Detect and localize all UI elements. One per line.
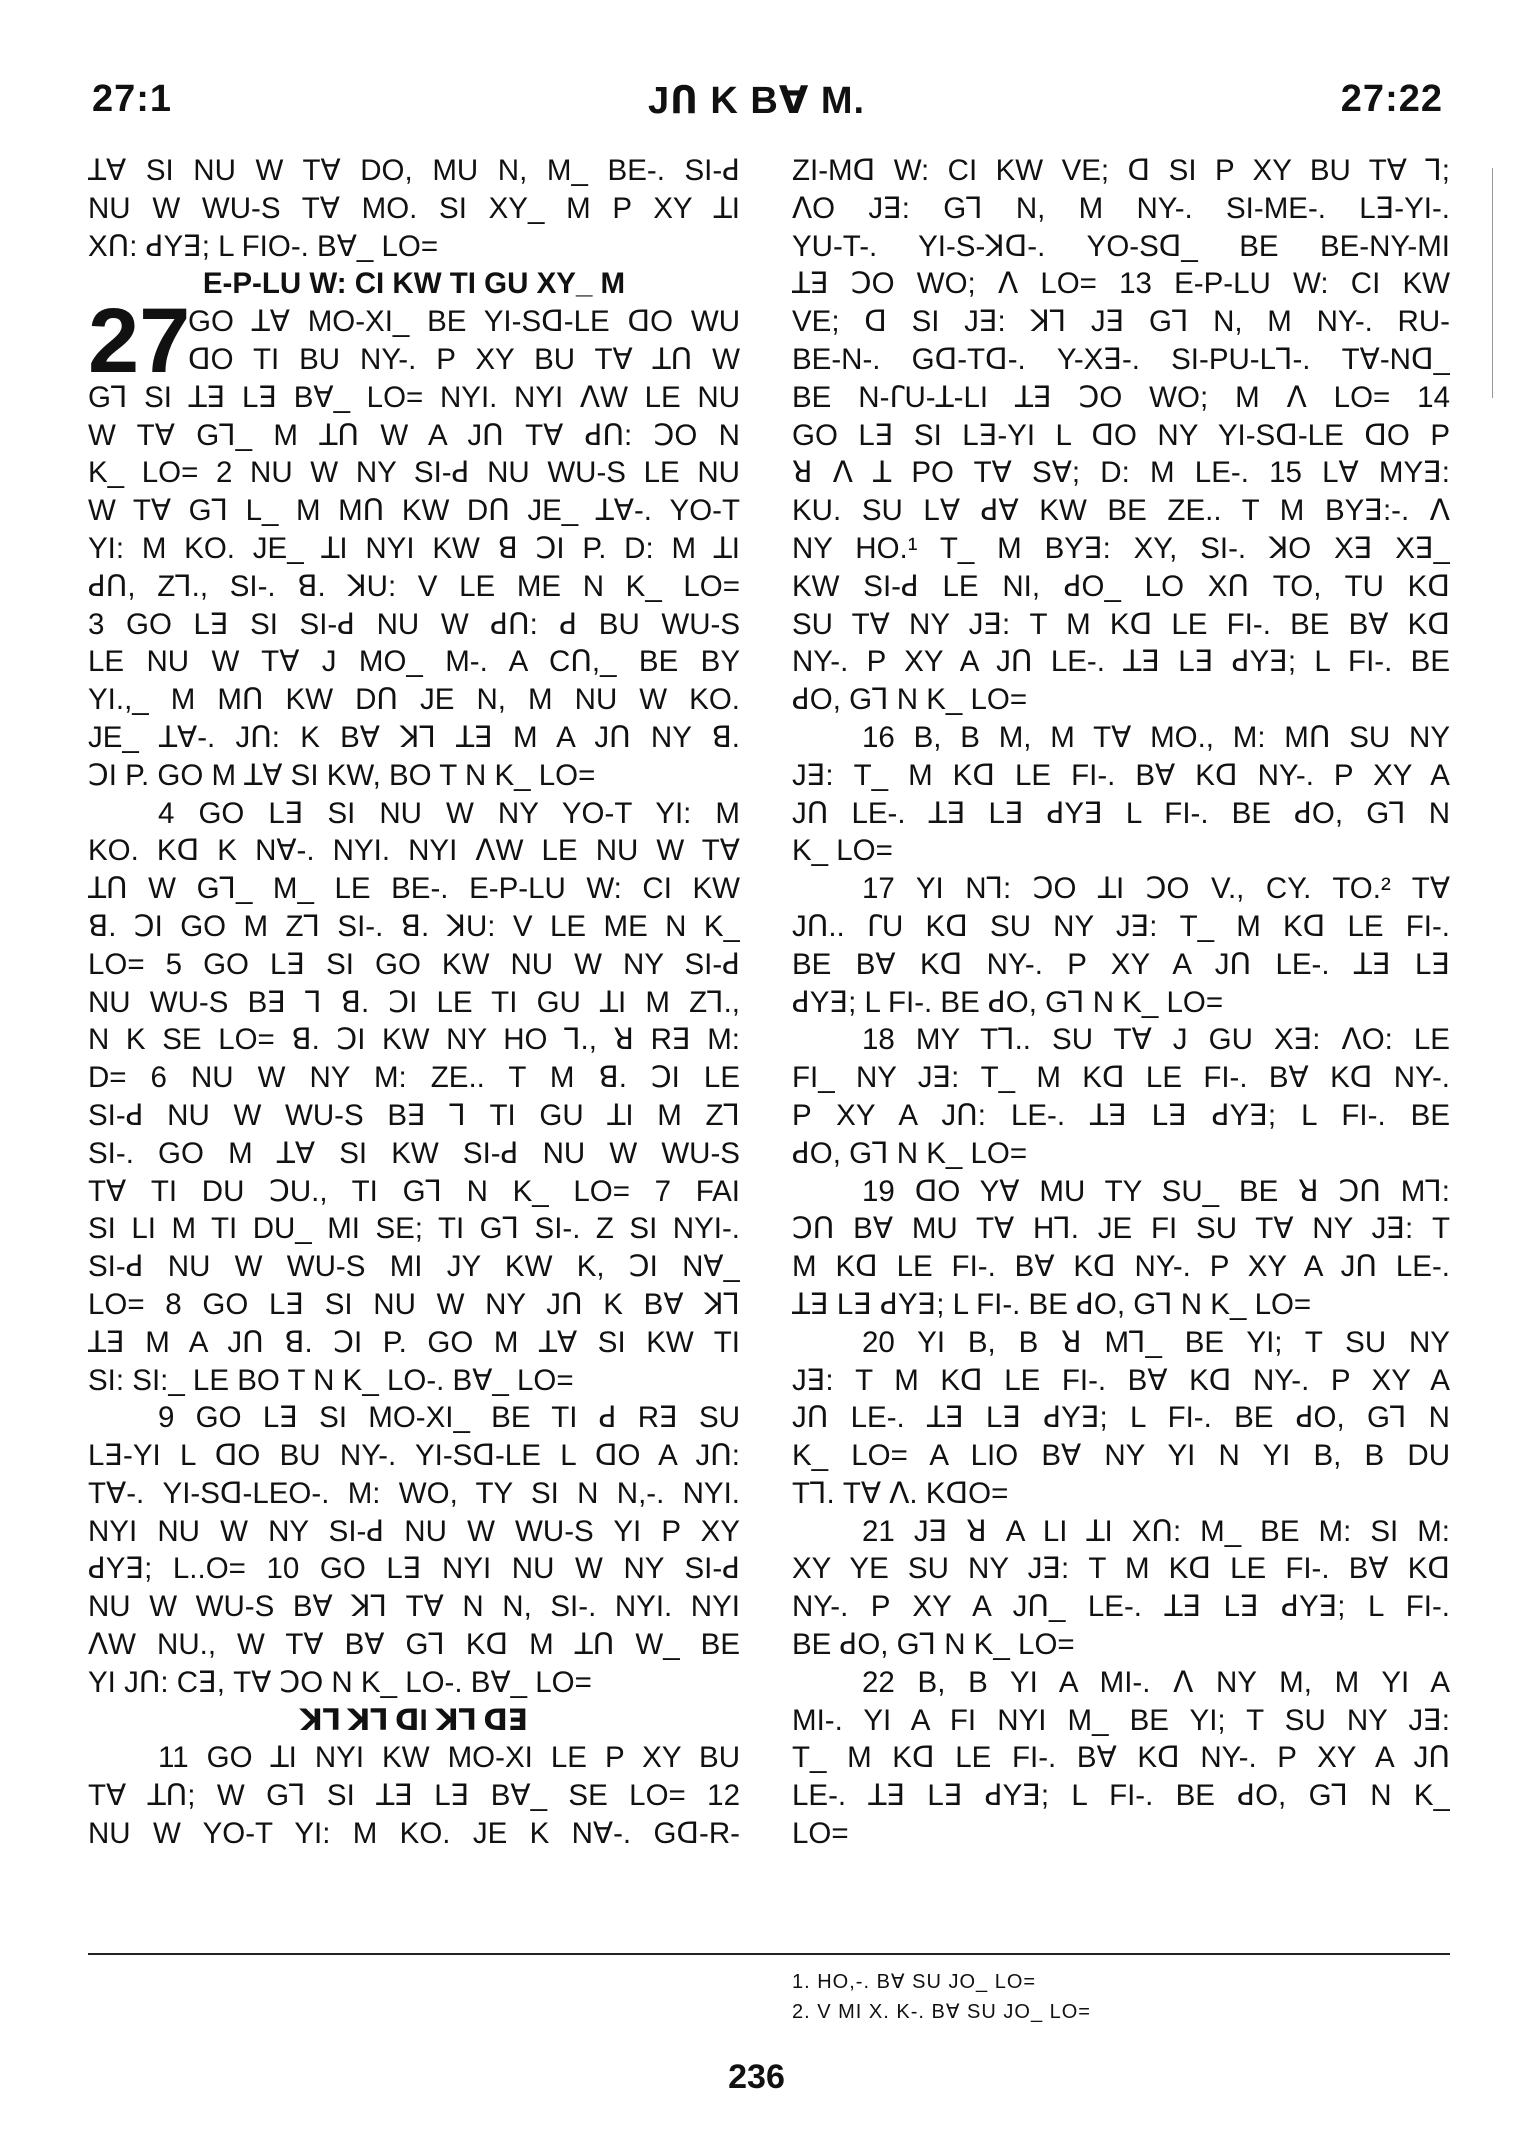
section-subheading: ꓘꓶ ꓘꓶ ꓷI ꓘꓶ ꓷꓱ: [300, 1703, 528, 1737]
text-line: NY-. P XY A JՈ_ LE-. ꓕꓱ Lꓱ ꓒYꓱ; L FI-.: [792, 1590, 1450, 1624]
text-line: 19 ꓷO Yꓯ MU TY SU_ BE ꓤ ꓛՈ Mꓶ:: [862, 1174, 1450, 1208]
text-line: 17 YI Nꓶ: ꓛO ꓕI ꓛO V., CY. TO.² Tꓯ: [862, 872, 1450, 906]
text-line: KO. Kꓷ K Nꓯ-. NYI. NYI ꓥW LE NU W Tꓯ: [88, 834, 740, 868]
text-line: YI: M KO. JE_ ꓕI NYI KW ꓭ ꓛI P. D: M ꓕI: [88, 531, 740, 565]
text-line: LO= 8 GO Lꓱ SI NU W NY JՈ K Bꓯ ꓘꓶ: [88, 1287, 740, 1321]
text-line: SI-ꓒ NU W WU-S Bꓱ ꓶ TI GU ꓕI M Zꓶ: [88, 1098, 740, 1132]
text-line: 18 MY Tꓶ.. SU Tꓯ J GU Xꓱ: ꓥO: LE: [862, 1023, 1450, 1057]
text-line: NU WU-S Bꓱ ꓶ ꓭ. ꓛI LE TI GU ꓕI M Zꓶ.,: [88, 985, 740, 1019]
text-line: Tꓯ ꓕՈ; W Gꓶ SI ꓕꓱ Lꓱ Bꓯ_ SE LO= 12: [88, 1779, 740, 1813]
section-heading: E-P-LU W: CI KW TI GU XY_ M: [202, 267, 626, 301]
text-line: ꓛI P. GO M ꓕꓯ SI KW, BO T N K_ LO=: [88, 758, 596, 792]
text-line: LO= 5 GO Lꓱ SI GO KW NU W NY SI-ꓒ: [88, 947, 740, 981]
text-line: 11 GO ꓕI NYI KW MO-XI LE P XY BU: [158, 1741, 740, 1775]
chapter-opening: [88, 290, 740, 393]
text-line: ꓥO Jꓱ: Gꓶ N, M NY-. SI-ME-. Lꓱ-YI-.: [792, 191, 1450, 225]
text-line: ꓤ ꓥ ꓕ PO Tꓯ Sꓯ; D: M LE-. 15 Lꓯ MYꓱ:: [792, 456, 1450, 490]
text-line: 21 Jꓱ ꓤ A LI ꓕI XՈ: M_ BE M: SI M:: [862, 1514, 1450, 1548]
text-line: NU W YO-T YI: M KO. JE K Nꓯ-. Gꓷ-R-: [88, 1817, 740, 1851]
left-column: [88, 152, 740, 1853]
text-line: M Kꓷ LE FI-. Bꓯ Kꓷ NY-. P XY A JՈ LE-.: [792, 1250, 1450, 1284]
footnote-2: 2. V MI X. K-. Bꓯ SU JO_ LO=: [792, 2001, 1091, 2023]
text-line: YI.,_ M MՈ KW DՈ JE N, M NU W KO.: [88, 683, 740, 717]
text-line: ꓛՈ Bꓯ MU Tꓯ Hꓶ. JE FI SU Tꓯ NY Jꓱ: T: [792, 1212, 1450, 1246]
text-line: 9 GO Lꓱ SI MO-XI_ BE TI ꓒ Rꓱ SU: [158, 1401, 740, 1435]
text-line: NYI NU W NY SI-ꓒ NU W WU-S YI P XY: [88, 1514, 740, 1548]
page-number: 236: [728, 2058, 785, 2096]
text-line: GO Lꓱ SI Lꓱ-YI L ꓷO NY YI-Sꓷ-LE ꓷO P: [792, 418, 1450, 452]
text-line: LE-. ꓕꓱ Lꓱ ꓒYꓱ; L FI-. BE ꓒO, Gꓶ N K_: [792, 1779, 1450, 1813]
text-line: ꓥW NU., W Tꓯ Bꓯ Gꓶ Kꓷ M ꓕՈ W_ BE: [88, 1628, 740, 1662]
text-line: ꓷO TI BU NY-. P XY BU Tꓯ ꓕՈ W: [188, 342, 740, 376]
text-line: ꓒO, Gꓶ N K_ LO=: [792, 683, 1028, 717]
text-line: Lꓱ-YI L ꓷO BU NY-. YI-Sꓷ-LE L ꓷO A JՈ:: [88, 1439, 740, 1473]
text-line: 20 YI B, B ꓤ Mꓶ_ BE YI; T SU NY: [862, 1325, 1450, 1359]
footnote-1: 1. HO,-. Bꓯ SU JO_ LO=: [792, 1971, 1037, 1993]
text-line: W Tꓯ Gꓶ_ M ꓕՈ W A JՈ Tꓯ ꓒՈ: ꓛO N: [88, 418, 740, 452]
text-line: SU Tꓯ NY Jꓱ: T M Kꓷ LE FI-. BE Bꓯ Kꓷ: [792, 607, 1450, 641]
text-line: YU-T-. YI-S-ꓘꓷ-. YO-Sꓷ_ BE BE-NY-MI: [792, 229, 1450, 263]
text-line: NU W WU-S Tꓯ MO. SI XY_ M P XY ꓕI: [88, 191, 740, 225]
text-line: GO ꓕꓯ MO-XI_ BE YI-Sꓷ-LE ꓷO WU: [188, 305, 740, 339]
text-line: ꓕꓯ SI NU W Tꓯ DO, MU N, M_ BE-. SI-ꓒ: [88, 154, 740, 187]
text-line: NU W WU-S Bꓯ ꓘꓶ Tꓯ N N, SI-. NYI. NYI: [88, 1590, 740, 1624]
text-line: D= 6 NU W NY M: ZE.. T M ꓭ. ꓛI LE: [88, 1061, 740, 1095]
text-line: YI JՈ: Cꓱ, Tꓯ ꓛO N K_ LO-. Bꓯ_ LO=: [88, 1665, 592, 1699]
text-line: FI_ NY Jꓱ: T_ M Kꓷ LE FI-. Bꓯ Kꓷ NY-.: [792, 1061, 1450, 1095]
text-line: K_ LO= 2 NU W NY SI-ꓒ NU WU-S LE NU: [88, 456, 740, 490]
text-line: MI-. YI A FI NYI M_ BE YI; T SU NY Jꓱ:: [792, 1703, 1450, 1737]
text-line: VE; ꓷ SI Jꓱ: ꓘꓶ Jꓱ Gꓶ N, M NY-. RU-: [792, 305, 1450, 339]
text-line: K_ LO= A LIO Bꓯ NY YI N YI B, B DU: [792, 1439, 1450, 1473]
text-line: ꓕꓱ M A JՈ ꓭ. ꓛI P. GO M ꓕꓯ SI KW TI: [88, 1325, 740, 1359]
text-line: JE_ ꓕꓯ-. JՈ: K Bꓯ ꓘꓶ ꓕꓱ M A JՈ NY ꓭ.: [88, 720, 740, 754]
margin-mark: [1492, 168, 1493, 398]
text-line: LO=: [792, 1817, 849, 1851]
right-column: [792, 152, 1450, 1853]
text-line: T_ M Kꓷ LE FI-. Bꓯ Kꓷ NY-. P XY A JՈ: [792, 1741, 1450, 1775]
text-line: KU. SU Lꓯ ꓒꓯ KW BE ZE.. T M BYꓱ:-. ꓥ: [792, 494, 1450, 528]
text-line: KW SI-ꓒ LE NI, ꓒO_ LO XՈ TO, TU Kꓷ: [792, 569, 1450, 603]
text-line: ꓒO, Gꓶ N K_ LO=: [792, 1136, 1028, 1170]
text-line: BE-N-. Gꓷ-Tꓷ-. Y-Xꓱ-. SI-PU-Lꓶ-. Tꓯ-Nꓷ_: [792, 342, 1450, 376]
text-line: ꓭ. ꓛI GO M Zꓶ SI-. ꓭ. ꓘU: V LE ME N K_: [88, 909, 740, 943]
text-line: ꓒՈ, Zꓶ., SI-. ꓭ. ꓘU: V LE ME N K_ LO=: [88, 569, 740, 603]
text-line: JՈ.. ꓩU Kꓷ SU NY Jꓱ: T_ M Kꓷ LE FI-.: [792, 909, 1450, 943]
text-line: ꓒYꓱ; L..O= 10 GO Lꓱ NYI NU W NY SI-ꓒ: [88, 1552, 740, 1586]
text-line: Tꓶ. Tꓯ ꓥ. KꓷO=: [792, 1476, 1009, 1510]
chapter-number-dropcap: 27: [88, 290, 191, 393]
text-line: 22 B, B YI A MI-. ꓥ NY M, M YI A: [862, 1665, 1450, 1699]
text-line: XY YE SU NY Jꓱ: T M Kꓷ LE FI-. Bꓯ Kꓷ: [792, 1552, 1450, 1586]
header-chapter-start: 27:1: [92, 78, 173, 120]
text-line: K_ LO=: [792, 834, 893, 868]
text-line: Jꓱ: T M Kꓷ LE FI-. Bꓯ Kꓷ NY-. P XY A: [792, 1363, 1450, 1397]
text-line: Gꓶ SI ꓕꓱ Lꓱ Bꓯ_ LO= NYI. NYI ꓥW LE NU: [88, 380, 740, 414]
text-line: W Tꓯ Gꓶ L_ M MՈ KW DՈ JE_ ꓕꓯ-. YO-T: [88, 494, 740, 528]
text-line: ꓕՈ W Gꓶ_ M_ LE BE-. E-P-LU W: CI KW: [88, 872, 740, 906]
text-line: SI: SI:_ LE BO T N K_ LO-. Bꓯ_ LO=: [88, 1363, 574, 1397]
footnote-divider: [88, 1953, 1450, 1955]
text-line: Tꓯ-. YI-Sꓷ-LEO-. M: WO, TY SI N N,-. NYI.: [88, 1476, 740, 1510]
text-line: SI-. GO M ꓕꓯ SI KW SI-ꓒ NU W WU-S: [88, 1136, 740, 1170]
header-chapter-end: 27:22: [1340, 78, 1443, 120]
text-line: BE Bꓯ Kꓷ NY-. P XY A JՈ LE-. ꓕꓱ Lꓱ: [792, 947, 1450, 981]
text-line: BE N-ꓩU-ꓕ-LI ꓕꓱ ꓛO WO; M ꓥ LO= 14: [792, 380, 1450, 414]
text-line: ZI-Mꓷ W: CI KW VE; ꓷ SI P XY BU Tꓯ ꓶ;: [792, 154, 1450, 187]
text-line: 4 GO Lꓱ SI NU W NY YO-T YI: M: [158, 796, 740, 830]
text-line: 3 GO Lꓱ SI SI-ꓒ NU W ꓒՈ: ꓒ BU WU-S: [88, 607, 740, 641]
text-line: BE ꓒO, Gꓶ N K_ LO=: [792, 1628, 1075, 1662]
text-line: JՈ LE-. ꓕꓱ Lꓱ ꓒYꓱ L FI-. BE ꓒO, Gꓶ N: [792, 796, 1450, 830]
text-line: N K SE LO= ꓭ. ꓛI KW NY HO ꓶ., ꓤ Rꓱ M:: [88, 1023, 740, 1057]
text-line: LE NU W Tꓯ J MO_ M-. A CՈ,_ BE BY: [88, 645, 740, 679]
text-line: NY-. P XY A JՈ LE-. ꓕꓱ Lꓱ ꓒYꓱ; L FI-. BE: [792, 645, 1450, 679]
text-line: P XY A JՈ: LE-. ꓕꓱ Lꓱ ꓒYꓱ; L FI-. BE: [792, 1098, 1450, 1132]
text-line: XՈ: ꓒYꓱ; L FIO-. Bꓯ_ LO=: [88, 229, 439, 263]
text-line: Jꓱ: T_ M Kꓷ LE FI-. Bꓯ Kꓷ NY-. P XY A: [792, 758, 1450, 792]
text-line: NY HO.¹ T_ M BYꓱ: XY, SI-. ꓘO Xꓱ Xꓱ_: [792, 531, 1450, 565]
text-line: JՈ LE-. ꓕꓱ Lꓱ ꓒYꓱ; L FI-. BE ꓒO, Gꓶ N: [792, 1401, 1450, 1435]
text-line: Tꓯ TI DU ꓛU., TI Gꓶ N K_ LO= 7 FAI: [88, 1174, 740, 1208]
text-line: ꓕꓱ Lꓱ ꓒYꓱ; L FI-. BE ꓒO, Gꓶ N K_ LO=: [792, 1287, 1312, 1321]
text-line: SI LI M TI DU_ MI SE; TI Gꓶ SI-. Z SI NYI-.: [88, 1212, 740, 1246]
text-line: 16 B, B M, M Tꓯ MO., M: MՈ SU NY: [862, 720, 1450, 754]
text-line: ꓕꓱ ꓛO WO; ꓥ LO= 13 E-P-LU W: CI KW: [792, 267, 1450, 301]
header-book-title: JՈ K Bꓯ M.: [647, 80, 866, 122]
text-line: SI-ꓒ NU W WU-S MI JY KW K, ꓛI Nꓯ_: [88, 1250, 740, 1284]
text-line: ꓒYꓱ; L FI-. BE ꓒO, Gꓶ N K_ LO=: [792, 985, 1224, 1019]
